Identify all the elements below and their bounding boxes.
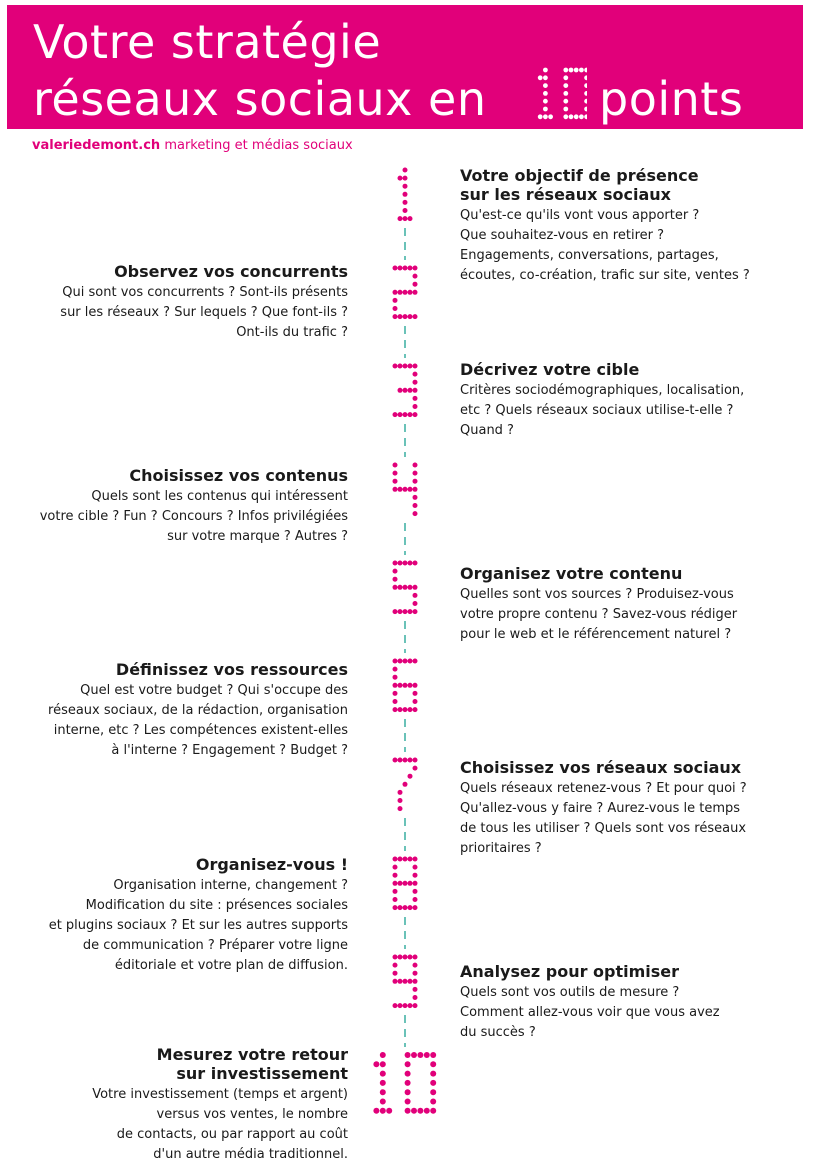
step-6 <box>18 660 348 761</box>
step-number-10 <box>373 1052 436 1114</box>
step-title-line: Organisez-vous ! <box>195 855 348 874</box>
step-description-line: de contacts, ou par rapport au coût <box>116 1127 348 1142</box>
step-description-line: Engagements, conversations, partages, <box>460 248 719 263</box>
step-title <box>460 360 790 379</box>
step-description <box>460 206 790 286</box>
step-description <box>460 983 790 1043</box>
step-9 <box>460 962 790 1043</box>
step-title-line: Votre objectif de présence <box>460 166 699 185</box>
step-description-line: sur les réseaux ? Sur lequels ? Que font-ils ? <box>60 305 348 320</box>
step-description-line: Quels réseaux retenez-vous ? Et pour quoi ? <box>460 781 747 796</box>
step-title-line: Décrivez votre cible <box>460 360 640 379</box>
step-description-line: du succès ? <box>460 1025 536 1040</box>
step-title-line: Définissez vos ressources <box>115 660 348 679</box>
step-number-6 <box>393 659 418 713</box>
step-description-line: Quelles sont vos sources ? Produisez-vous <box>460 587 734 602</box>
title-banner <box>7 5 803 129</box>
step-title <box>460 166 790 204</box>
brand-name: valeriedemont.ch <box>32 138 161 153</box>
step-description-line: versus vos ventes, le nombre <box>156 1107 348 1122</box>
step-description <box>18 876 348 976</box>
step-description-line: etc ? Quels réseaux sociaux utilise-t-elle ? <box>460 403 734 418</box>
step-description-line: votre propre contenu ? Savez-vous rédiger <box>460 607 738 622</box>
step-description-line: Quels sont vos outils de mesure ? <box>460 985 680 1000</box>
step-title <box>18 466 348 485</box>
title-number-dots <box>538 68 587 120</box>
step-description-line: Critères sociodémographiques, localisation, <box>460 383 745 398</box>
step-description <box>18 487 348 547</box>
step-description-line: Qui sont vos concurrents ? Sont-ils présents <box>62 285 348 300</box>
step-description-line: pour le web et le référencement naturel ? <box>460 627 732 642</box>
step-description-line: sur votre marque ? Autres ? <box>167 529 348 544</box>
step-4 <box>18 466 348 547</box>
title-line-2-end: points <box>599 72 744 126</box>
step-description-line: Qu'allez-vous y faire ? Aurez-vous le temps <box>460 801 741 816</box>
step-description-line: de communication ? Préparer votre ligne <box>82 938 348 953</box>
step-title <box>460 758 790 777</box>
step-description <box>18 1085 348 1165</box>
step-2 <box>18 262 348 343</box>
step-title-line: Mesurez votre retour <box>156 1045 348 1064</box>
step-description-line: Votre investissement (temps et argent) <box>92 1087 348 1102</box>
step-description-line: Qu'est-ce qu'ils vont vous apporter ? <box>460 208 700 223</box>
step-number-1 <box>398 168 413 222</box>
step-title <box>460 564 790 583</box>
step-title-line: sur les réseaux sociaux <box>460 185 671 204</box>
step-description-line: Modification du site : présences sociales <box>85 898 348 913</box>
step-description-line: écoutes, co-création, trafic sur site, ventes ? <box>460 268 750 283</box>
step-description-line: de tous les utiliser ? Quels sont vos réseaux <box>460 821 747 836</box>
step-description-line: Que souhaitez-vous en retirer ? <box>460 228 665 243</box>
step-title <box>18 660 348 679</box>
step-3 <box>460 360 790 441</box>
step-title-line: Observez vos concurrents <box>114 262 348 281</box>
step-title <box>18 1045 348 1083</box>
step-description-line: Ont-ils du trafic ? <box>236 325 348 340</box>
step-number-3 <box>393 364 418 418</box>
step-description-line: Comment allez-vous voir que vous avez <box>460 1005 720 1020</box>
step-description-line: à l'interne ? Engagement ? Budget ? <box>111 743 348 758</box>
step-description-line: Organisation interne, changement ? <box>113 878 348 893</box>
step-description <box>18 681 348 761</box>
step-number-2 <box>393 266 418 320</box>
step-number-5 <box>393 561 418 615</box>
step-10 <box>18 1045 348 1165</box>
step-title-line: Analysez pour optimiser <box>460 962 680 981</box>
step-description-line: Quels sont les contenus qui intéressent <box>91 489 348 504</box>
step-description-line: et plugins sociaux ? Et sur les autres supports <box>48 918 348 933</box>
step-description <box>18 283 348 343</box>
byline <box>32 138 353 153</box>
step-description-line: Quand ? <box>460 423 514 438</box>
step-description-line: Quel est votre budget ? Qui s'occupe des <box>80 683 348 698</box>
step-title-line: sur investissement <box>176 1064 348 1083</box>
step-5 <box>460 564 790 645</box>
step-number-7 <box>393 758 418 812</box>
step-title-line: Choisissez vos contenus <box>129 466 348 485</box>
brand-tagline: marketing et médias sociaux <box>164 138 353 153</box>
step-description-line: d'un autre média traditionnel. <box>153 1147 348 1162</box>
step-description-line: votre cible ? Fun ? Concours ? Infos privilégiées <box>39 509 348 524</box>
title-number-10 <box>531 65 587 123</box>
step-title-line: Organisez votre contenu <box>460 564 683 583</box>
title-line-1: Votre stratégie <box>33 15 382 69</box>
step-description-line: réseaux sociaux, de la rédaction, organisation <box>48 703 348 718</box>
step-title <box>18 262 348 281</box>
step-number-4 <box>393 463 418 517</box>
step-1 <box>460 166 790 286</box>
step-7 <box>460 758 790 859</box>
step-number-9 <box>393 955 418 1009</box>
step-description <box>460 779 790 859</box>
step-8 <box>18 855 348 976</box>
step-number-8 <box>393 857 418 911</box>
step-title-line: Choisissez vos réseaux sociaux <box>460 758 742 777</box>
step-title <box>18 855 348 874</box>
step-description-line: éditoriale et votre plan de diffusion. <box>114 958 348 973</box>
step-description-line: interne, etc ? Les compétences existent-elles <box>53 723 348 738</box>
step-title <box>460 962 790 981</box>
step-description-line: prioritaires ? <box>460 841 542 856</box>
step-description <box>460 381 790 441</box>
title-line-2: réseaux sociaux en <box>33 72 487 126</box>
step-description <box>460 585 790 645</box>
